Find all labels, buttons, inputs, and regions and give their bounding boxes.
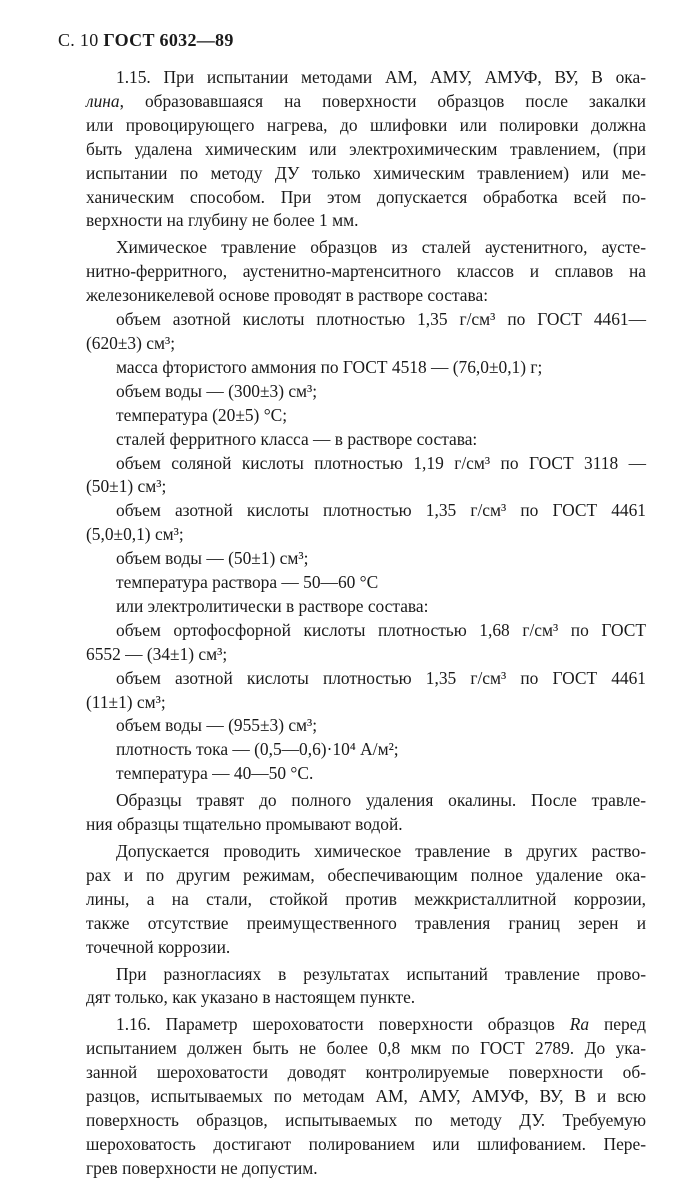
text-line: Образцы травят до полного удаления окалины. После травле-	[116, 790, 646, 811]
text-line: 1.15. При испытании методами АМ, АМУ, АМУФ, ВУ, В ока-	[116, 67, 646, 87]
text-line: железоникелевой основе проводят в растворе состава:	[86, 285, 489, 306]
text-line: 1.16. Параметр шероховатости поверхности образцов Ra перед	[116, 1014, 647, 1035]
text-line: объем воды — (50±1) см³;	[116, 548, 309, 569]
text-line: объем ортофосфорной кислоты плотностью 1,68 г/см³ по ГОСТ	[116, 619, 646, 640]
text-line: ния образцы тщательно промывают водой.	[86, 814, 403, 835]
text-line: объем воды — (955±3) см³;	[116, 715, 318, 736]
text-line: При разногласиях в результатах испытаний травление прово-	[116, 963, 646, 984]
text-line: температура (20±5) °C;	[116, 404, 288, 425]
text-line: (620±3) см³;	[86, 332, 176, 353]
text-line: нитно-ферритного, аустенитно-мартенситного классов и сплавов на	[86, 261, 646, 282]
text-line: температура — 40—50 °C.	[116, 763, 314, 784]
text-line: шероховатость достигают полированием или шлифованием. Пере-	[86, 1133, 646, 1154]
text-line: (11±1) см³;	[86, 691, 166, 712]
text-line: дят только, как указано в настоящем пункте.	[86, 987, 416, 1008]
standard-id: ГОСТ 6032—89	[103, 30, 234, 50]
text-line: лины, а на стали, стойкой против межкристаллитной коррозии,	[86, 888, 646, 909]
page-number: С. 10	[58, 30, 99, 50]
text-line: быть удалена химическим или электрохимическим травлением, (при	[86, 138, 646, 159]
text-line: (5,0±0,1) см³;	[86, 524, 184, 545]
text-line: точечной коррозии.	[86, 936, 231, 957]
text-line: лина, образовавшаяся на поверхности образцов после закалки	[86, 90, 646, 111]
text-line: ханическим способом. При этом допускается обработка всей по-	[86, 186, 646, 207]
document-body	[86, 66, 646, 1181]
text-line: масса фтористого аммония по ГОСТ 4518 — (76,0±0,1) г;	[116, 356, 543, 377]
text-line: Допускается проводить химическое травление в других раство-	[116, 841, 646, 861]
text-line: объем азотной кислоты плотностью 1,35 г/см³ по ГОСТ 4461	[116, 500, 646, 521]
text-line: испытанием должен быть не более 0,8 мкм по ГОСТ 2789. До ука-	[86, 1038, 646, 1059]
text-line: объем азотной кислоты плотностью 1,35 г/см³ по ГОСТ 4461	[116, 667, 646, 688]
text-line: занной шероховатости доводят контролируемые поверхности об-	[86, 1062, 646, 1083]
text-line: 6552 — (34±1) см³;	[86, 643, 228, 664]
text-line: испытании по методу ДУ только химическим травлением) или ме-	[86, 162, 646, 183]
text-line: Химическое травление образцов из сталей аустенитного, аусте-	[116, 237, 646, 258]
text-line: объем азотной кислоты плотностью 1,35 г/см³ по ГОСТ 4461—	[116, 309, 646, 330]
text-line: (50±1) см³;	[86, 476, 167, 497]
text-line: или электролитически в растворе состава:	[116, 595, 429, 616]
text-line: рах и по другим режимам, обеспечивающим полное удаление ока-	[86, 864, 646, 885]
text-line: поверхность образцов, испытываемых по методу ДУ. Требуемую	[86, 1109, 646, 1130]
text-line: температура раствора — 50—60 °C	[116, 572, 379, 593]
page-header	[58, 30, 234, 51]
text-line: сталей ферритного класса — в растворе состава:	[116, 428, 478, 449]
text-line: грев поверхности не допустим.	[86, 1157, 318, 1178]
text-line: разцов, испытываемых по методам АМ, АМУ, АМУФ, ВУ, В и всю	[86, 1086, 646, 1107]
text-line: или провоцирующего нагрева, до шлифовки или полировки должна	[86, 114, 646, 135]
text-line: объем воды — (300±3) см³;	[116, 380, 318, 401]
text-line: также отсутствие преимущественного травления границ зерен и	[86, 912, 646, 933]
text-line: объем соляной кислоты плотностью 1,19 г/см³ по ГОСТ 3118 —	[116, 452, 646, 473]
text-line: плотность тока — (0,5—0,6)·10⁴ А/м²;	[116, 739, 399, 760]
text-line: верхности на глубину не более 1 мм.	[86, 210, 359, 231]
